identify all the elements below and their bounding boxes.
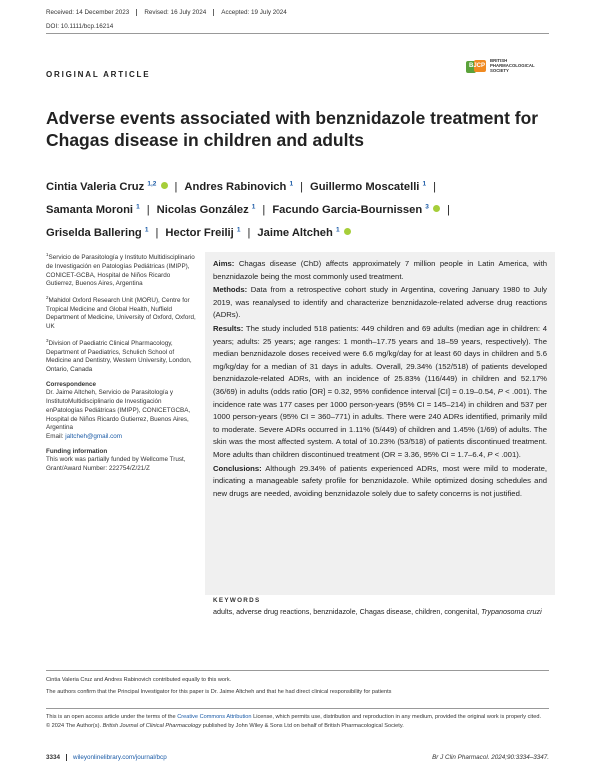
abstract-results: Results: The study included 518 patients: 449 children and 69 adults (median age in children: 4 years; adults: 25 years; age ranges: 1 month–17.75 years and 18–59 years, respectively). The median benznidazole doses received were 6.6 mg/kg/day for at least 60 days in children and 5.6 mg/kg/day for a median of 31 days in adults. Overall, 29.34% (152/518) of patients developed benznidazole-related ADRs, with an incidence of 25.83% (116/449) in children and 52.17% (36/69) in adults (odds ratio [OR] = 0.32, 95% confidence interval [CI] = 0.19–0.54, P < .001). The incidence rate was 177 cases per 1000 person-years (95% CI = 145–214) in children and 537 per 1000 person-years (95% CI = 360–771) in adults. There were 240 ADRs identified, primarily mild to moderate. Severe ADRs occurred in 1.11% (5/449) of children and 1.45% (1/69) of adults. The skin was the most affected system. A total of 10.23% (53/518) of patients discontinued treatment. More adults than children discontinued treatment (OR = 3.36, 95% CI = 1.7–6.4, P < .001). bbox=[213, 323, 548, 459]
correspondence-heading: Correspondence bbox=[46, 380, 97, 388]
author[interactable]: Andres Rabinovich $^1$ bbox=[184, 180, 294, 193]
author[interactable]: Facundo Garcia-Bournissen $^3$ bbox=[272, 204, 440, 216]
page-number: 3334 bbox=[46, 754, 67, 761]
accepted-date: Accepted: 19 July 2024 bbox=[221, 9, 287, 16]
doi[interactable]: DOI: 10.1111/bcp.16214 bbox=[46, 23, 114, 30]
keywords-heading: KEYWORDS bbox=[213, 597, 261, 604]
received-date: Received: 14 December 2023 bbox=[46, 9, 137, 16]
author[interactable]: Hector Freilij $^1$ bbox=[165, 226, 241, 240]
orcid-icon[interactable] bbox=[161, 182, 168, 189]
correspondence-text: Dr. Jaime Altcheh, Servicio de Parasitología y InstitutoMultidisciplinario de Investigación enPatologías Pediátricas (IMIPP), CONICETGCBA, Hospital de Niños Ricardo Gutierrez, Buenos Aires, Argentina Email: jaltcheh@gmail.com bbox=[46, 389, 191, 440]
abstract-methods: Methods: Data from a retrospective cohort study in Argentina, covering January 1980 to July 2019, was reanalysed to identify and characterize benznidazole-related adverse drug reactions (ADRs). bbox=[213, 285, 547, 320]
author[interactable]: Griselda Ballering $^1$ bbox=[46, 226, 149, 240]
society-name: BRITISH PHARMACOLOGICAL SOCIETY bbox=[490, 58, 535, 73]
abstract-conclusions: Conclusions: Although 29.34% of patients experienced ADRs, most were mild to moderate, indicating a manageable safety profile for benznidazole. While optimized dosing schedules and new drugs are needed, avoiding benznidazole solely due to safety concerns is not justified. bbox=[213, 463, 547, 498]
page-footer bbox=[46, 754, 549, 761]
license-notice: This is an open access article under the terms of the Creative Commons Attribution License, which permits use, distribution and reproduction in any medium, provided the original work is properly cited. © 2024 The Author(s). British Journal of Clinical Pharmacology published by John Wiley & Sons Ltd on behalf of British Pharmacological Society. bbox=[46, 714, 541, 729]
citation: Br J Clin Pharmacol. 2024;90:3334–3347. bbox=[432, 754, 549, 761]
affiliation: $^3$Division of Paediatric Clinical Pharmacology, Department of Paediatrics, Schulich School of Medicine and Dentistry, Western University, London, Ontario, Canada bbox=[46, 337, 192, 374]
author[interactable]: Cintia Valeria Cruz $^{1,2}$ bbox=[46, 181, 168, 193]
author[interactable]: Guillermo Moscatelli $^1$ bbox=[310, 180, 427, 193]
footnote-divider bbox=[46, 670, 549, 671]
journal-url-link[interactable]: wileyonlinelibrary.com/journal/bcp bbox=[73, 754, 167, 761]
affiliation: $^2$Mahidol Oxford Research Unit (MORU), Centre for Tropical Medicine and Global Health, Nuffield Department of Medicine, University of Oxford, Oxford, UK bbox=[46, 294, 196, 331]
footnote: The authors confirm that the Principal Investigator for this paper is Dr. Jaime Altcheh and that he had direct clinical responsibility for patients bbox=[46, 689, 392, 695]
license-link[interactable]: Creative Commons Attribution bbox=[177, 714, 252, 720]
journal-logo[interactable] bbox=[466, 59, 535, 73]
article-dates bbox=[46, 9, 294, 16]
orcid-icon[interactable] bbox=[433, 205, 440, 212]
funding-text: This work was partially funded by Wellcome Trust, Grant/Award Number: 222754/Z/21/Z bbox=[46, 456, 186, 473]
funding-heading: Funding information bbox=[46, 447, 108, 455]
author[interactable]: Jaime Altcheh $^1$ bbox=[257, 227, 350, 239]
article-type: ORIGINAL ARTICLE bbox=[46, 70, 151, 79]
affiliation: $^1$Servicio de Parasitología y Instituto Multidisciplinario de Investigación en Patologías Pediátricas (IMIPP), CONICET-GCBA, Hospital de Niños Ricardo Gutierrez, Buenos Aires, Argentina bbox=[46, 252, 195, 288]
orcid-icon[interactable] bbox=[344, 228, 351, 235]
abstract-box bbox=[205, 252, 555, 595]
article-title: Adverse events associated with benznidazole treatment for Chagas disease in children and adults bbox=[46, 108, 539, 150]
footnote: Cintia Valeria Cruz and Andres Rabinovich contributed equally to this work. bbox=[46, 677, 232, 683]
email-link[interactable]: jaltcheh@gmail.com bbox=[65, 432, 123, 440]
revised-date: Revised: 16 July 2024 bbox=[137, 9, 214, 16]
author[interactable]: Samanta Moroni $^1$ bbox=[46, 203, 140, 216]
keywords: adults, adverse drug reactions, benznidazole, Chagas disease, children, congenital, Trypanosoma cruzi bbox=[213, 607, 542, 616]
abstract-aims: Aims: Chagas disease (ChD) affects approximately 7 million people in Latin America, with benznidazole being the most commonly used treatment. bbox=[213, 259, 547, 281]
author[interactable]: Nicolas González $^1$ bbox=[156, 203, 256, 216]
author-list: Cintia Valeria Cruz $^{1,2}$ | Andres Rabinovich $^1$ | Guillermo Moscatelli $^1$ | Samanta Moroni $^1$ | Nicolas González $^1$ | Facundo Garcia-Bournissen $^3$ | Griselda Ballering $^1$ | Hector Freilij $^1$ | Jaime Altcheh $^1$ bbox=[46, 180, 450, 240]
header-divider bbox=[46, 33, 549, 34]
sidebar-info bbox=[46, 251, 196, 479]
bjcp-logo-icon: BJCP bbox=[466, 60, 486, 73]
license-divider bbox=[46, 708, 549, 709]
